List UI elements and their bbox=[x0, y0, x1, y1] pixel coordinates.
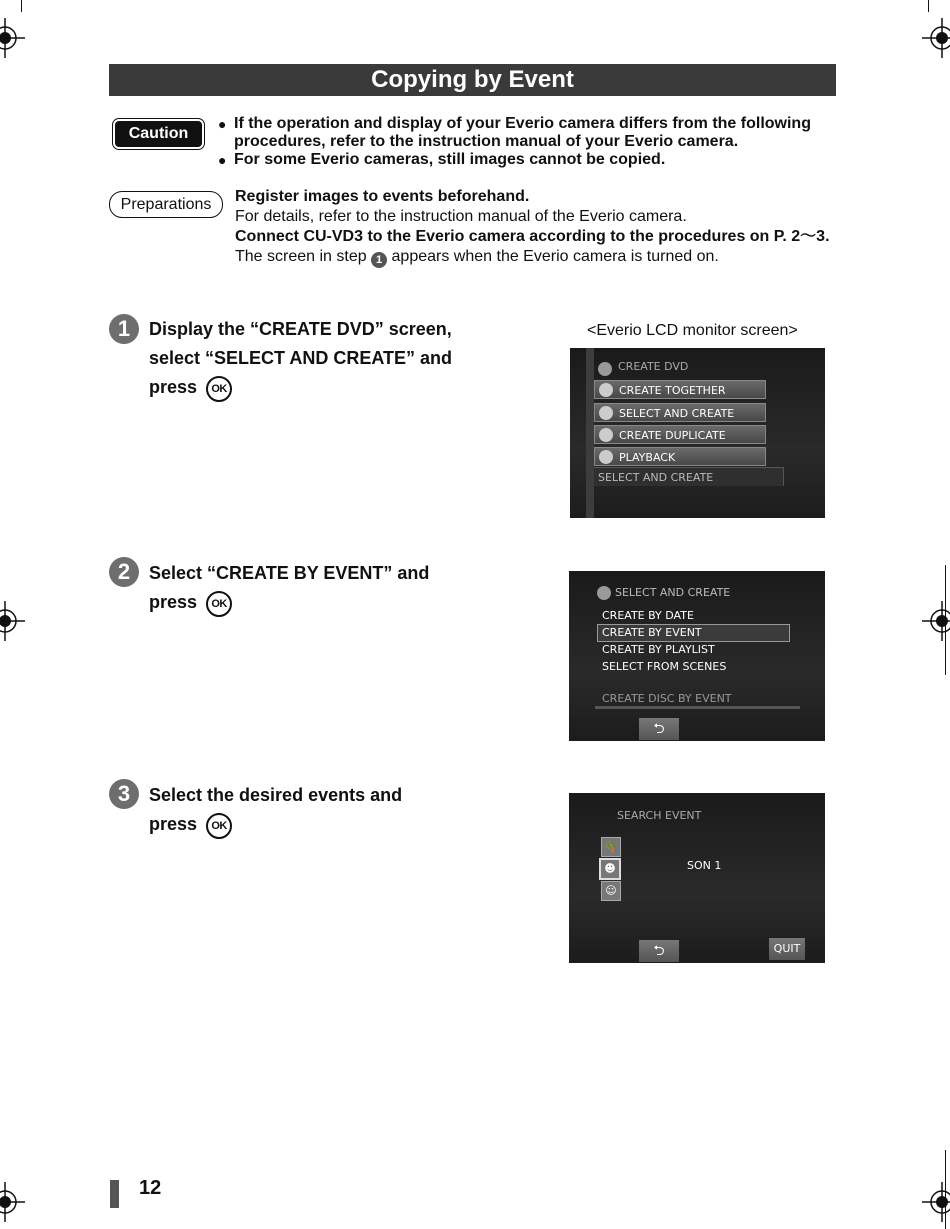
screen-status-bar: SELECT AND CREATE bbox=[594, 467, 784, 486]
ok-button-icon: OK bbox=[206, 376, 232, 402]
step-instruction: Display the “CREATE DVD” screen, select “SELECT AND CREATE” and press bbox=[149, 319, 453, 397]
disc-icon bbox=[599, 383, 613, 397]
lcd-screen-create-dvd bbox=[570, 348, 825, 518]
menu-item-select-and-create bbox=[594, 403, 766, 422]
disc-icon bbox=[599, 428, 613, 442]
menu-item-label: CREATE DUPLICATE bbox=[619, 429, 726, 442]
trim-line bbox=[945, 565, 946, 675]
preparations-line-part: The screen in step bbox=[235, 248, 367, 265]
step-number: 1 bbox=[109, 314, 139, 344]
screen-divider bbox=[595, 706, 800, 709]
preparations-line bbox=[235, 247, 835, 268]
trim-line bbox=[21, 0, 22, 12]
disc-icon bbox=[597, 586, 611, 600]
menu-item-select-from-scenes: SELECT FROM SCENES bbox=[602, 660, 727, 673]
menu-item-create-by-date: CREATE BY DATE bbox=[602, 609, 694, 622]
step-text bbox=[149, 781, 449, 839]
person-icon: ☻ bbox=[599, 858, 621, 880]
preparations-line: Connect CU-VD3 to the Everio camera according to the procedures on P. 2～3. bbox=[235, 228, 830, 245]
menu-item-create-together bbox=[594, 380, 766, 399]
step-instruction: Select “CREATE BY EVENT” and press bbox=[149, 563, 430, 612]
menu-item-label: CREATE TOGETHER bbox=[619, 384, 726, 397]
menu-item-label: SELECT AND CREATE bbox=[619, 407, 735, 420]
menu-item-create-duplicate bbox=[594, 425, 766, 444]
step-instruction: Select the desired events and press bbox=[149, 785, 403, 834]
disc-icon bbox=[599, 406, 613, 420]
page-title: Copying by Event bbox=[109, 64, 836, 96]
screen-header: SEARCH EVENT bbox=[617, 809, 702, 822]
palm-tree-icon: 🌴 bbox=[601, 837, 621, 857]
registration-mark-top-right-icon bbox=[922, 18, 950, 58]
caution-list bbox=[218, 115, 838, 169]
screen-footer: CREATE DISC BY EVENT bbox=[602, 692, 732, 705]
trim-line bbox=[945, 1150, 946, 1229]
monitor-caption: <Everio LCD monitor screen> bbox=[587, 322, 798, 339]
registration-mark-bottom-left-icon bbox=[0, 1182, 25, 1222]
back-arrow-icon: ⮌ bbox=[639, 940, 679, 962]
registration-mark-top-left-icon bbox=[0, 18, 25, 58]
page-number: 12 bbox=[139, 1177, 162, 1199]
page-number-bar bbox=[110, 1180, 119, 1208]
preparations-line: For details, refer to the instruction manual of the Everio camera. bbox=[235, 208, 687, 225]
menu-item-create-by-event: CREATE BY EVENT bbox=[602, 626, 702, 639]
step-number: 3 bbox=[109, 779, 139, 809]
screen-header: SELECT AND CREATE bbox=[615, 586, 731, 599]
disc-icon bbox=[598, 362, 612, 376]
screen-header: CREATE DVD bbox=[618, 360, 689, 373]
step-text bbox=[149, 315, 489, 402]
ok-button-icon: OK bbox=[206, 591, 232, 617]
trim-line bbox=[928, 0, 929, 12]
preparations-badge: Preparations bbox=[109, 191, 223, 218]
baby-icon: ☺ bbox=[601, 881, 621, 901]
caution-badge: Caution bbox=[115, 121, 202, 147]
event-name: SON 1 bbox=[687, 859, 722, 872]
disc-icon bbox=[599, 450, 613, 464]
step-text bbox=[149, 559, 459, 617]
menu-item-label: PLAYBACK bbox=[619, 451, 676, 464]
quit-button: QUIT bbox=[769, 938, 805, 960]
lcd-screen-search-event bbox=[569, 793, 825, 963]
step-1-inline-icon: 1 bbox=[371, 252, 387, 268]
caution-item: ● For some Everio cameras, still images cannot be copied. bbox=[218, 151, 838, 169]
menu-item-create-by-playlist: CREATE BY PLAYLIST bbox=[602, 643, 715, 656]
preparations-text bbox=[235, 187, 835, 268]
menu-item-playback bbox=[594, 447, 766, 466]
lcd-screen-select-and-create bbox=[569, 571, 825, 741]
caution-item: ● If the operation and display of your Everio camera differs from the following procedures, refer to the instruction manual of your Everio camera. bbox=[218, 115, 838, 151]
back-arrow-icon: ⮌ bbox=[639, 718, 679, 740]
screen-column-bar bbox=[586, 348, 594, 518]
step-number: 2 bbox=[109, 557, 139, 587]
ok-button-icon: OK bbox=[206, 813, 232, 839]
preparations-line: Register images to events beforehand. bbox=[235, 188, 530, 205]
registration-mark-mid-left-icon bbox=[0, 601, 25, 641]
preparations-line-part: appears when the Everio camera is turned on. bbox=[391, 248, 719, 265]
